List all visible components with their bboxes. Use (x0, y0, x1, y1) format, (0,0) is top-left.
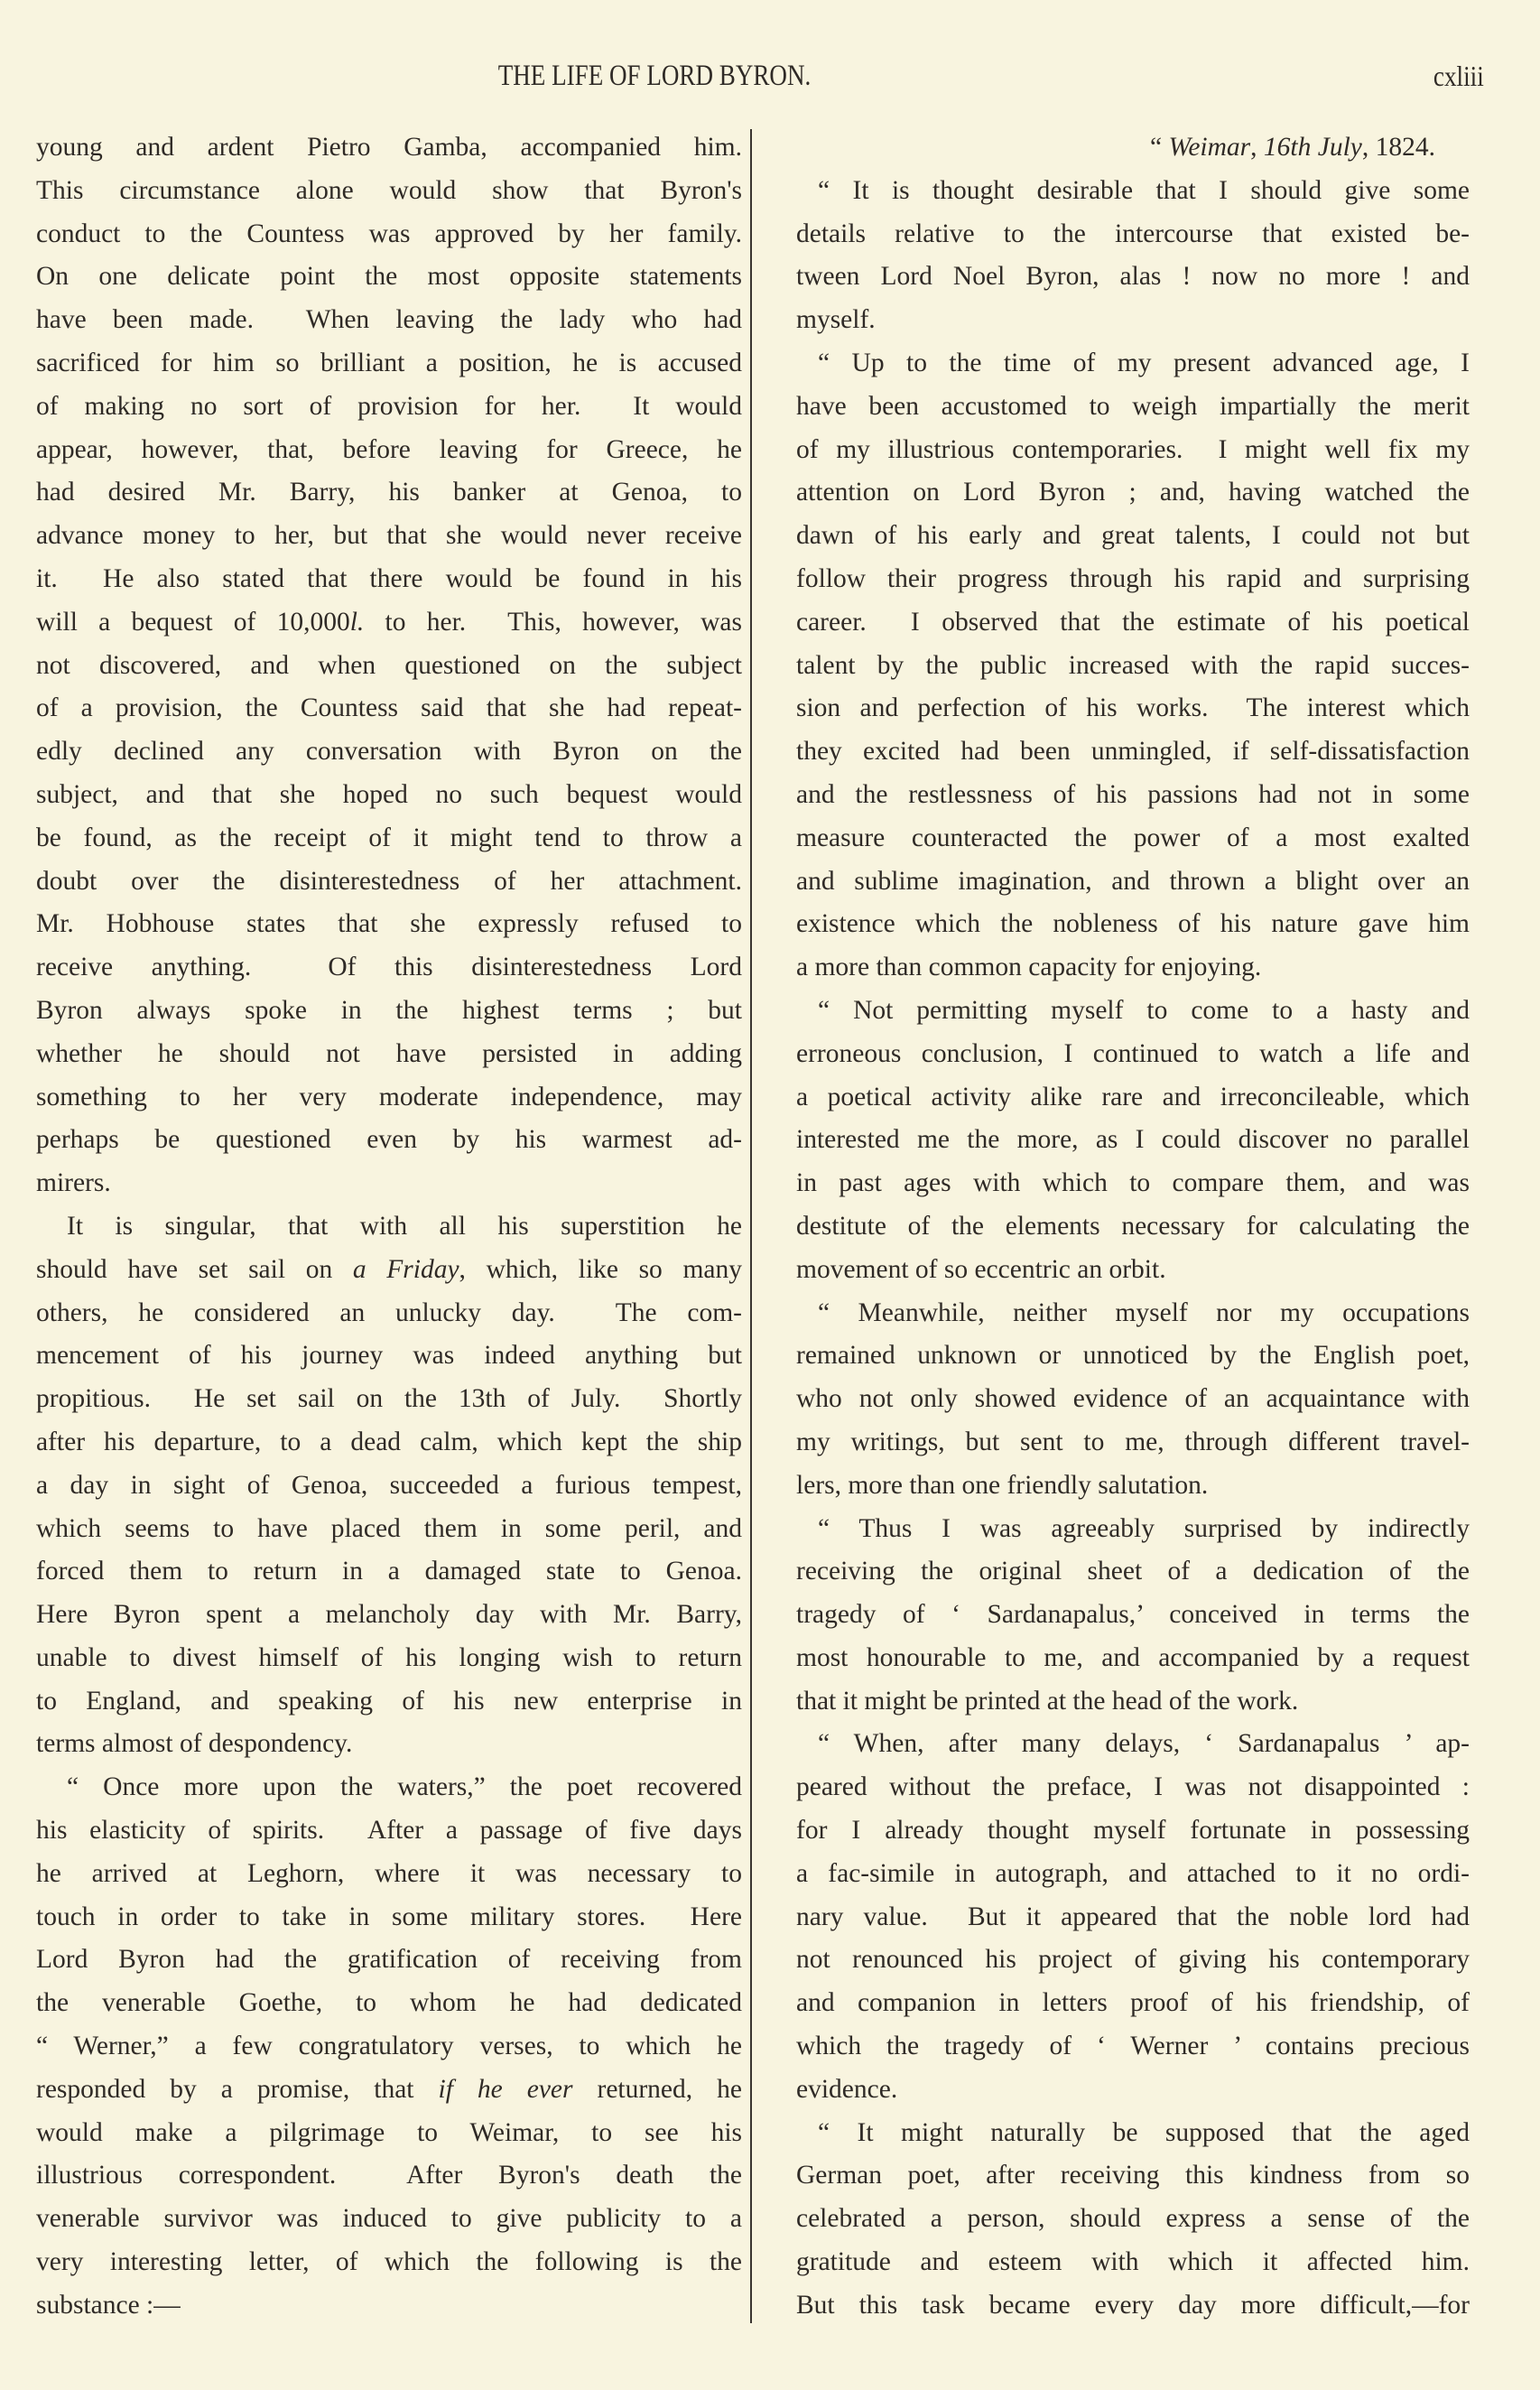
text-segment: receive anything. Of this disinterestedness Lord (36, 953, 742, 982)
text-line (796, 1766, 1470, 1809)
text-line (796, 558, 1470, 601)
text-line (36, 860, 742, 904)
text-line (36, 1637, 742, 1680)
text-segment: “ Not permitting myself to come to a hasty and (818, 995, 1470, 1025)
text-segment: sion and perfection of his works. The interest which (796, 693, 1470, 723)
text-line (36, 1465, 742, 1508)
text-segment: will a bequest of 10,000 (36, 607, 350, 637)
right-column (796, 126, 1470, 2328)
text-line (36, 1205, 742, 1249)
text-segment: But this task became every day more difficult,—for (796, 2290, 1470, 2320)
text-segment: have been accustomed to weigh impartially the merit (796, 391, 1470, 421)
text-line (796, 1292, 1470, 1335)
running-header (0, 60, 1540, 105)
text-line (36, 126, 742, 170)
text-segment: mencement of his journey was indeed anything but (36, 1341, 742, 1371)
text-line (36, 1033, 742, 1076)
text-segment: illustrious correspondent. After Byron's death the (36, 2161, 742, 2190)
text-line (796, 342, 1470, 386)
text-line (36, 817, 742, 860)
text-segment: who not only showed evidence of an acquaintance with (796, 1384, 1470, 1414)
text-segment: gratitude and esteem with which it affected him. (796, 2247, 1470, 2277)
paragraph (36, 126, 742, 1205)
paragraph (796, 170, 1470, 342)
text-line (796, 903, 1470, 946)
text-line (796, 1076, 1470, 1120)
text-segment: forced them to return in a damaged state to Genoa. (36, 1557, 742, 1586)
dateline (796, 126, 1470, 170)
italic-text: l. (349, 607, 365, 637)
text-segment: have been made. When leaving the lady who had (36, 305, 742, 335)
text-line (36, 558, 742, 601)
text-segment: Here Byron spent a melancholy day with Mr. Barry, (36, 1600, 742, 1630)
text-line (36, 1594, 742, 1637)
text-line (796, 2112, 1470, 2155)
text-segment: propitious. He set sail on the 13th of July. Shortly (36, 1384, 742, 1414)
text-segment: it. He also stated that there would be found in his (36, 563, 742, 593)
text-line (36, 1508, 742, 1551)
text-segment: conduct to the Countess was approved by her family. (36, 219, 742, 248)
text-segment: would make a pilgrimage to Weimar, to see his (36, 2117, 742, 2147)
text-line (36, 1076, 742, 1120)
text-segment: It is singular, that with all his superstition he (67, 1211, 742, 1241)
text-segment: touch in order to take in some military stores. Here (36, 1902, 742, 1931)
text-segment: myself. (796, 305, 876, 335)
text-segment: advance money to her, but that she would never receive (36, 521, 742, 551)
text-segment: career. I observed that the estimate of his poetical (796, 607, 1470, 637)
text-line (796, 429, 1470, 472)
text-line (36, 2069, 742, 2112)
text-line (36, 299, 742, 342)
text-segment: substance :— (36, 2290, 181, 2320)
text-line (36, 1550, 742, 1594)
text-line (36, 774, 742, 817)
text-line (796, 2025, 1470, 2069)
text-segment: existence which the nobleness of his nature gave him (796, 909, 1470, 939)
text-segment: a more than common capacity for enjoying. (796, 953, 1262, 982)
text-segment: returned, he (572, 2074, 742, 2104)
text-segment: evidence. (796, 2074, 898, 2104)
paragraph (796, 1723, 1470, 2111)
text-line (796, 1334, 1470, 1378)
text-line (36, 1334, 742, 1378)
text-segment: perhaps be questioned even by his warmest ad- (36, 1125, 742, 1155)
text-line (36, 2112, 742, 2155)
text-segment: “ (1149, 133, 1169, 162)
text-segment: that it might be printed at the head of the work. (796, 1686, 1299, 1716)
paragraph (796, 990, 1470, 1292)
text-line (796, 990, 1470, 1033)
text-segment: and the restlessness of his passions had not in some (796, 779, 1470, 809)
text-line (36, 687, 742, 730)
text-line (36, 2241, 742, 2284)
text-line (796, 2284, 1470, 2328)
text-line (796, 1508, 1470, 1551)
text-segment: , which, like so many (459, 1254, 742, 1284)
text-line (36, 2025, 742, 2069)
text-segment: destitute of the elements necessary for calculating the (796, 1211, 1470, 1241)
text-segment: dawn of his early and great talents, I could not but (796, 521, 1470, 551)
text-segment: most honourable to me, and accompanied by a request (796, 1642, 1470, 1672)
text-segment: something to her very moderate independence, may (36, 1082, 742, 1111)
text-line (36, 471, 742, 515)
text-segment: of my illustrious contemporaries. I might well fix my (796, 434, 1470, 464)
text-segment: in past ages with which to compare them, and was (796, 1168, 1470, 1198)
text-segment: attention on Lord Byron ; and, having watched the (796, 478, 1470, 507)
text-line (36, 170, 742, 213)
text-segment: remained unknown or unnoticed by the English poet, (796, 1341, 1470, 1371)
text-segment: which seems to have placed them in some peril, and (36, 1513, 742, 1543)
text-segment: which the tragedy of ‘ Werner ’ contains precious (796, 2032, 1470, 2061)
text-segment: Lord Byron had the gratification of receiving from (36, 1945, 742, 1975)
text-segment: receiving the original sheet of a dedication of the (796, 1557, 1470, 1586)
text-line (796, 471, 1470, 515)
text-segment: young and ardent Pietro Gamba, accompanied him. (36, 133, 742, 162)
paragraph (796, 1508, 1470, 1724)
text-segment: “ It is thought desirable that I should give some (818, 175, 1470, 205)
text-line (36, 1766, 742, 1809)
text-line (36, 1982, 742, 2025)
text-line (796, 1853, 1470, 1896)
text-line (796, 687, 1470, 730)
text-line (796, 1465, 1470, 1508)
text-line (796, 2154, 1470, 2198)
text-line (36, 2198, 742, 2241)
text-segment: celebrated a person, should express a sense of the (796, 2204, 1470, 2234)
text-segment: mirers. (36, 1168, 111, 1198)
text-line (796, 515, 1470, 558)
text-segment: and companion in letters proof of his friendship, of (796, 1988, 1470, 2018)
text-line (36, 990, 742, 1033)
text-line (796, 2241, 1470, 2284)
text-segment: a poetical activity alike rare and irreconcileable, which (796, 1082, 1470, 1111)
text-line (36, 256, 742, 299)
text-segment: “ Meanwhile, neither myself nor my occupations (818, 1297, 1470, 1327)
text-segment: others, he considered an unlucky day. The com- (36, 1297, 742, 1327)
text-segment: tragedy of ‘ Sardanapalus,’ conceived in terms the (796, 1600, 1470, 1630)
text-line (36, 1680, 742, 1724)
text-line (796, 1723, 1470, 1766)
text-line (36, 1249, 742, 1292)
text-segment: my writings, but sent to me, through different travel- (796, 1427, 1470, 1456)
text-segment: they excited had been unmingled, if self-dissatisfaction (796, 737, 1470, 767)
text-segment: of a provision, the Countess said that she had repeat- (36, 693, 742, 723)
text-segment: should have set sail on (36, 1254, 353, 1284)
left-column (36, 126, 742, 2328)
text-segment: had desired Mr. Barry, his banker at Genoa, to (36, 478, 742, 507)
page-number: cxliii (1433, 60, 1484, 92)
text-line (796, 645, 1470, 688)
text-line (796, 386, 1470, 429)
text-line (796, 1637, 1470, 1680)
text-line (36, 342, 742, 386)
text-line (796, 1896, 1470, 1939)
running-title: THE LIFE OF LORD BYRON. (497, 60, 812, 92)
text-segment: , 1824. (1361, 133, 1435, 162)
text-segment: measure counteracted the power of a most exalted (796, 823, 1470, 852)
text-line (36, 645, 742, 688)
text-line (796, 256, 1470, 299)
text-segment: This circumstance alone would show that Byron's (36, 175, 742, 205)
text-line (36, 903, 742, 946)
text-segment: “ When, after many delays, ‘ Sardanapalus ’ ap- (818, 1729, 1470, 1759)
text-line (796, 1421, 1470, 1465)
text-line (36, 1292, 742, 1335)
text-line (36, 2284, 742, 2328)
text-segment: On one delicate point the most opposite statements (36, 262, 742, 292)
text-segment: to her. This, however, was (364, 607, 742, 637)
text-segment: talent by the public increased with the rapid succes- (796, 650, 1470, 680)
text-segment: , (1250, 133, 1264, 162)
italic-text: if he ever (438, 2074, 573, 2104)
text-segment: for I already thought myself fortunate in possessing (796, 1816, 1470, 1846)
text-line (796, 730, 1470, 774)
text-line (796, 1680, 1470, 1724)
text-line (796, 817, 1470, 860)
text-segment: very interesting letter, of which the following is the (36, 2247, 742, 2277)
text-line (796, 1594, 1470, 1637)
column-divider (750, 129, 752, 2323)
text-segment: sacrificed for him so brilliant a position, he is accused (36, 348, 742, 377)
text-segment: Byron always spoke in the highest terms ; but (36, 995, 742, 1025)
text-line (796, 774, 1470, 817)
text-line (796, 2198, 1470, 2241)
text-line (36, 730, 742, 774)
text-line (796, 2069, 1470, 2112)
paragraph (36, 1205, 742, 1766)
text-line (36, 1421, 742, 1465)
text-segment: the venerable Goethe, to whom he had dedicated (36, 1988, 742, 2018)
text-segment: he arrived at Leghorn, where it was necessary to (36, 1858, 742, 1888)
text-line (796, 213, 1470, 256)
text-segment: edly declined any conversation with Byron on the (36, 737, 742, 767)
text-segment: details relative to the intercourse that existed be- (796, 219, 1470, 248)
text-segment: appear, however, that, before leaving for Greece, he (36, 434, 742, 464)
text-segment: “ Thus I was agreeably surprised by indirectly (818, 1513, 1470, 1543)
text-segment: and sublime imagination, and thrown a blight over an (796, 866, 1470, 896)
paragraph (796, 1292, 1470, 1508)
text-line (36, 2154, 742, 2198)
text-line (796, 1550, 1470, 1594)
text-segment: follow their progress through his rapid and surprising (796, 563, 1470, 593)
text-segment: Mr. Hobhouse states that she expressly refused to (36, 909, 742, 939)
text-line (36, 1939, 742, 1982)
text-segment: “ Up to the time of my present advanced age, I (818, 348, 1470, 377)
text-line (36, 429, 742, 472)
text-segment: not renounced his project of giving his contemporary (796, 1945, 1470, 1975)
text-line (36, 946, 742, 990)
text-line (36, 213, 742, 256)
text-line (36, 1119, 742, 1162)
text-line (796, 1378, 1470, 1421)
text-segment: lers, more than one friendly salutation. (796, 1470, 1209, 1500)
text-segment: movement of so eccentric an orbit. (796, 1254, 1166, 1284)
text-segment: German poet, after receiving this kindness from so (796, 2161, 1470, 2190)
text-segment: venerable survivor was induced to give publicity to a (36, 2204, 742, 2234)
text-segment: responded by a promise, that (36, 2074, 439, 2104)
text-segment: peared without the preface, I was not disappointed : (796, 1772, 1470, 1802)
text-segment: doubt over the disinterestedness of her attachment. (36, 866, 742, 896)
text-line (796, 946, 1470, 990)
text-segment: a fac-simile in autograph, and attached to it no ordi- (796, 1858, 1470, 1888)
paragraph (796, 2112, 1470, 2328)
text-segment: nary value. But it appeared that the noble lord had (796, 1902, 1470, 1931)
text-line (36, 1162, 742, 1205)
paragraph (36, 1766, 742, 2327)
text-segment: not discovered, and when questioned on the subject (36, 650, 742, 680)
text-line (36, 515, 742, 558)
text-line (796, 1809, 1470, 1853)
text-line (796, 1205, 1470, 1249)
text-line (796, 1033, 1470, 1076)
text-line (36, 1896, 742, 1939)
text-line (36, 1809, 742, 1853)
text-line (796, 1162, 1470, 1205)
text-line (36, 1723, 742, 1766)
text-line (796, 1119, 1470, 1162)
text-line (796, 860, 1470, 904)
text-segment: “ It might naturally be supposed that the aged (818, 2117, 1470, 2147)
text-segment: erroneous conclusion, I continued to watch a life and (796, 1038, 1470, 1068)
text-segment: tween Lord Noel Byron, alas ! now no more ! and (796, 262, 1470, 292)
text-line (796, 170, 1470, 213)
text-segment: unable to divest himself of his longing wish to return (36, 1642, 742, 1672)
text-segment: of making no sort of provision for her. It would (36, 391, 742, 421)
text-segment: terms almost of despondency. (36, 1729, 353, 1759)
text-line (36, 1853, 742, 1896)
text-segment: a day in sight of Genoa, succeeded a furious tempest, (36, 1470, 742, 1500)
text-segment: interested me the more, as I could discover no parallel (796, 1125, 1470, 1155)
text-segment: be found, as the receipt of it might tend to throw a (36, 823, 742, 852)
text-segment: after his departure, to a dead calm, which kept the ship (36, 1427, 742, 1456)
text-line (796, 1939, 1470, 1982)
text-segment: his elasticity of spirits. After a passage of five days (36, 1816, 742, 1846)
text-segment: to England, and speaking of his new enterprise in (36, 1686, 742, 1716)
text-line (36, 601, 742, 645)
text-line (796, 1982, 1470, 2025)
italic-text: a Friday (352, 1254, 459, 1284)
italic-text: 16th July (1263, 133, 1362, 162)
text-line (796, 601, 1470, 645)
text-segment: subject, and that she hoped no such bequest would (36, 779, 742, 809)
text-line (796, 1249, 1470, 1292)
text-segment: “ Once more upon the waters,” the poet recovered (67, 1772, 742, 1802)
text-line (36, 386, 742, 429)
text-line (36, 1378, 742, 1421)
text-segment: “ Werner,” a few congratulatory verses, to which he (36, 2032, 742, 2061)
text-segment: whether he should not have persisted in adding (36, 1038, 742, 1068)
paragraph (796, 342, 1470, 990)
text-line (796, 299, 1470, 342)
italic-text: Weimar (1168, 133, 1251, 162)
text-line (796, 126, 1470, 170)
